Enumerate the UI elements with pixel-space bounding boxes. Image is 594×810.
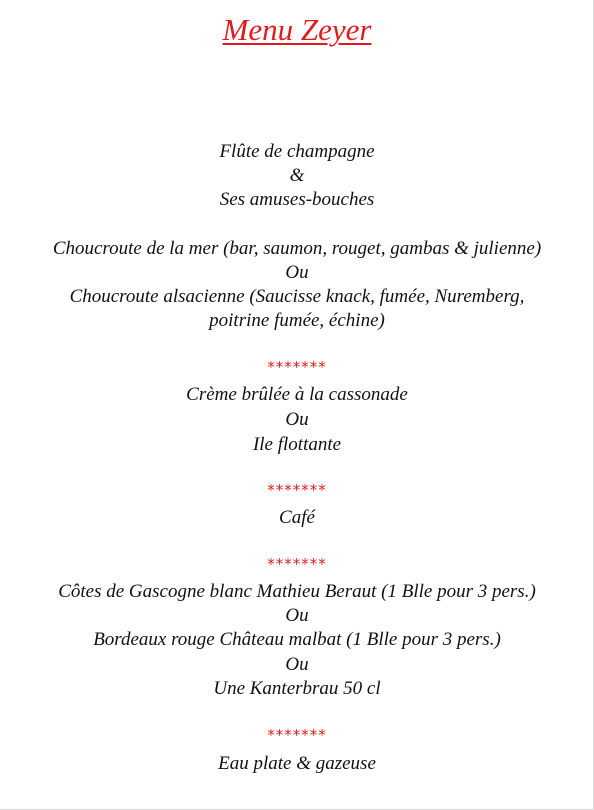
water: Eau plate & gazeuse [218, 753, 376, 774]
aperitif-line-3: Ses amuses-bouches [219, 189, 375, 210]
aperitif-ampersand: & [289, 165, 305, 186]
main-or: Ou [285, 262, 309, 283]
dessert-option-1: Crème brûlée à la cassonade [186, 384, 408, 405]
drink-or-1: Ou [285, 605, 309, 626]
separator-3: ******* [267, 555, 327, 573]
main-option-2-line-1: Choucroute alsacienne (Saucisse knack, fumée, Nuremberg, [69, 286, 525, 307]
dessert-or: Ou [285, 409, 309, 430]
drink-option-3: Une Kanterbrau 50 cl [213, 678, 381, 699]
drink-or-2: Ou [285, 654, 309, 675]
drink-option-1: Côtes de Gascogne blanc Mathieu Beraut (1 Blle pour 3 pers.) [58, 581, 536, 602]
separator-1: ******* [267, 358, 327, 376]
coffee: Café [279, 507, 315, 528]
main-option-2-line-2: poitrine fumée, échine) [209, 310, 385, 331]
separator-2: ******* [267, 481, 327, 499]
separator-4: ******* [267, 726, 327, 744]
aperitif-line-1: Flûte de champagne [219, 141, 375, 162]
drink-option-2: Bordeaux rouge Château malbat (1 Blle pour 3 pers.) [93, 629, 501, 650]
menu-title: Menu Zeyer [222, 12, 372, 47]
dessert-option-2: Ile flottante [252, 434, 342, 455]
main-option-1: Choucroute de la mer (bar, saumon, rouget, gambas & julienne) [52, 238, 542, 259]
